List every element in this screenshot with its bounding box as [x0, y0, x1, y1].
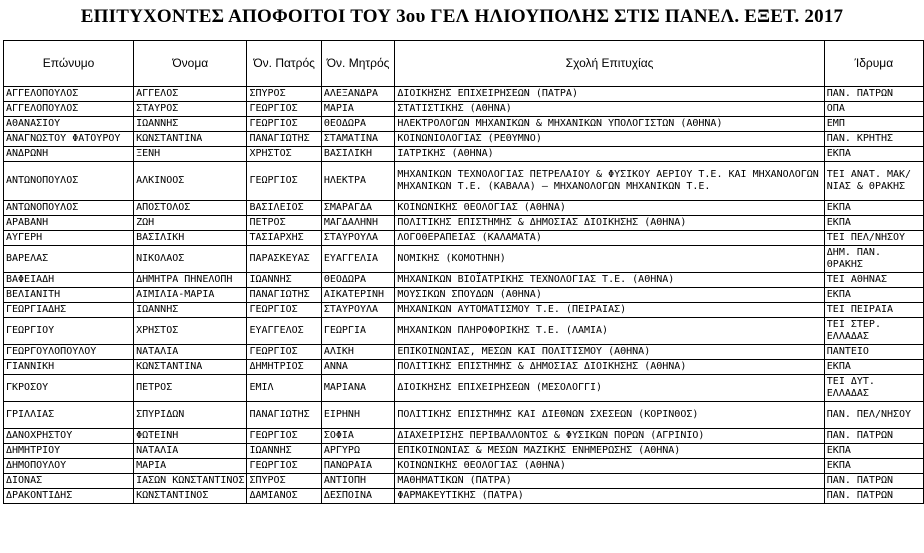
cell-mother-name: ΑΝΝΑ [321, 360, 395, 375]
table-row [4, 201, 924, 216]
cell-mother-name: ΣΜΑΡΑΓΔΑ [321, 201, 395, 216]
cell-first-name: ΜΑΡΙΑ [134, 459, 247, 474]
cell-first-name: ΚΩΝΣΤΑΝΤΙΝΑ [134, 360, 247, 375]
cell-school: ΔΙΟΙΚΗΣΗΣ ΕΠΙΧΕΙΡΗΣΕΩΝ (ΠΑΤΡΑ) [395, 87, 824, 102]
cell-father-name: ΓΕΩΡΓΙΟΣ [247, 459, 321, 474]
cell-school: ΜΟΥΣΙΚΩΝ ΣΠΟΥΔΩΝ (ΑΘΗΝΑ) [395, 288, 824, 303]
cell-father-name: ΠΑΡΑΣΚΕΥΑΣ [247, 246, 321, 273]
cell-first-name: ΣΠΥΡΙΔΩΝ [134, 402, 247, 429]
table-row [4, 402, 924, 429]
cell-mother-name: ΜΑΓΔΑΛΗΝΗ [321, 216, 395, 231]
cell-surname: ΓΕΩΡΓΙΑΔΗΣ [4, 303, 134, 318]
cell-father-name: ΒΑΣΙΛΕΙΟΣ [247, 201, 321, 216]
cell-father-name: ΕΜΙΛ [247, 375, 321, 402]
table-row [4, 102, 924, 117]
cell-school: ΜΑΘΗΜΑΤΙΚΩΝ (ΠΑΤΡΑ) [395, 474, 824, 489]
cell-father-name: ΧΡΗΣΤΟΣ [247, 147, 321, 162]
cell-first-name: ΝΑΤΑΛΙΑ [134, 444, 247, 459]
cell-father-name: ΓΕΩΡΓΙΟΣ [247, 345, 321, 360]
cell-surname: ΒΑΦΕΙΑΔΗ [4, 273, 134, 288]
table-row [4, 147, 924, 162]
cell-mother-name: ΒΑΣΙΛΙΚΗ [321, 147, 395, 162]
cell-first-name: ΑΓΓΕΛΟΣ [134, 87, 247, 102]
table-row [4, 429, 924, 444]
cell-school: ΜΗΧΑΝΙΚΩΝ ΑΥΤΟΜΑΤΙΣΜΟΥ Τ.Ε. (ΠΕΙΡΑΙΑΣ) [395, 303, 824, 318]
cell-first-name: ΖΩΗ [134, 216, 247, 231]
cell-mother-name: ΘΕΟΔΩΡΑ [321, 273, 395, 288]
cell-institution: ΕΚΠΑ [824, 216, 923, 231]
cell-institution: ΕΚΠΑ [824, 444, 923, 459]
table-row [4, 273, 924, 288]
cell-first-name: ΑΛΚΙΝΟΟΣ [134, 162, 247, 201]
cell-first-name: ΚΩΝΣΤΑΝΤΙΝΟΣ [134, 489, 247, 504]
header-mother-name: Όν. Μητρός [321, 41, 395, 87]
cell-father-name: ΙΩΑΝΝΗΣ [247, 273, 321, 288]
header-father-name: Όν. Πατρός [247, 41, 321, 87]
cell-institution: ΟΠΑ [824, 102, 923, 117]
cell-mother-name: ΑΛΕΞΑΝΔΡΑ [321, 87, 395, 102]
cell-father-name: ΠΑΝΑΓΙΩΤΗΣ [247, 288, 321, 303]
cell-mother-name: ΠΑΝΩΡΑΙΑ [321, 459, 395, 474]
cell-mother-name: ΑΛΙΚΗ [321, 345, 395, 360]
page-title: ΕΠΙΤΥΧΟΝΤΕΣ ΑΠΟΦΟΙΤΟΙ ΤΟΥ 3ου ΓΕΛ ΗΛΙΟΥΠΟΛΗΣ ΣΤΙΣ ΠΑΝΕΛ. ΕΞΕΤ. 2017 [80, 6, 844, 27]
cell-mother-name: ΜΑΡΙΑ [321, 102, 395, 117]
cell-first-name: ΙΩΑΝΝΗΣ [134, 117, 247, 132]
cell-mother-name: ΕΙΡΗΝΗ [321, 402, 395, 429]
cell-institution: ΕΚΠΑ [824, 288, 923, 303]
cell-surname: ΓΙΑΝΝΙΚΗ [4, 360, 134, 375]
cell-first-name: ΔΗΜΗΤΡΑ ΠΗΝΕΛΟΠΗ [134, 273, 247, 288]
cell-institution: ΕΚΠΑ [824, 360, 923, 375]
cell-mother-name: ΗΛΕΚΤΡΑ [321, 162, 395, 201]
cell-father-name: ΠΑΝΑΓΙΩΤΗΣ [247, 132, 321, 147]
cell-school: ΠΟΛΙΤΙΚΗΣ ΕΠΙΣΤΗΜΗΣ & ΔΗΜΟΣΙΑΣ ΔΙΟΙΚΗΣΗΣ (ΑΘΗΝΑ) [395, 360, 824, 375]
header-first-name: Όνομα [134, 41, 247, 87]
cell-surname: ΑΘΑΝΑΣΙΟΥ [4, 117, 134, 132]
table-row [4, 474, 924, 489]
cell-school: ΦΑΡΜΑΚΕΥΤΙΚΗΣ (ΠΑΤΡΑ) [395, 489, 824, 504]
cell-surname: ΓΡΙΛΛΙΑΣ [4, 402, 134, 429]
cell-institution: ΤΕΙ ΑΘΗΝΑΣ [824, 273, 923, 288]
cell-first-name: ΧΡΗΣΤΟΣ [134, 318, 247, 345]
cell-mother-name: ΘΕΟΔΩΡΑ [321, 117, 395, 132]
cell-mother-name: ΕΥΑΓΓΕΛΙΑ [321, 246, 395, 273]
table-row [4, 132, 924, 147]
cell-father-name: ΔΗΜΗΤΡΙΟΣ [247, 360, 321, 375]
cell-institution: ΠΑΝ. ΠΑΤΡΩΝ [824, 429, 923, 444]
table-row [4, 303, 924, 318]
table-row [4, 345, 924, 360]
table-row [4, 288, 924, 303]
cell-mother-name: ΣΤΑΥΡΟΥΛΑ [321, 303, 395, 318]
table-row [4, 162, 924, 201]
cell-surname: ΑΓΓΕΛΟΠΟΥΛΟΣ [4, 102, 134, 117]
table-row [4, 489, 924, 504]
cell-institution: ΠΑΝ. ΚΡΗΤΗΣ [824, 132, 923, 147]
cell-school: ΠΟΛΙΤΙΚΗΣ ΕΠΙΣΤΗΜΗΣ & ΔΗΜΟΣΙΑΣ ΔΙΟΙΚΗΣΗΣ (ΑΘΗΝΑ) [395, 216, 824, 231]
cell-first-name: ΠΕΤΡΟΣ [134, 375, 247, 402]
cell-first-name: ΞΕΝΗ [134, 147, 247, 162]
table-row [4, 216, 924, 231]
cell-mother-name: ΣΟΦΙΑ [321, 429, 395, 444]
cell-first-name: ΑΠΟΣΤΟΛΟΣ [134, 201, 247, 216]
table-row [4, 360, 924, 375]
cell-surname: ΔΡΑΚΟΝΤΙΔΗΣ [4, 489, 134, 504]
cell-surname: ΔΙΟΝΑΣ [4, 474, 134, 489]
cell-school: ΛΟΓΟΘΕΡΑΠΕΙΑΣ (ΚΑΛΑΜΑΤΑ) [395, 231, 824, 246]
cell-mother-name: ΔΕΣΠΟΙΝΑ [321, 489, 395, 504]
cell-school: ΚΟΙΝΩΝΙΟΛΟΓΙΑΣ (ΡΕΘΥΜΝΟ) [395, 132, 824, 147]
cell-father-name: ΓΕΩΡΓΙΟΣ [247, 162, 321, 201]
table-row [4, 87, 924, 102]
cell-school: ΔΙΑΧΕΙΡΙΣΗΣ ΠΕΡΙΒΑΛΛΟΝΤΟΣ & ΦΥΣΙΚΩΝ ΠΟΡΩΝ (ΑΓΡΙΝΙΟ) [395, 429, 824, 444]
cell-mother-name: ΣΤΑΜΑΤΙΝΑ [321, 132, 395, 147]
cell-institution: ΕΚΠΑ [824, 459, 923, 474]
cell-surname: ΑΝΤΩΝΟΠΟΥΛΟΣ [4, 162, 134, 201]
cell-first-name: ΝΑΤΑΛΙΑ [134, 345, 247, 360]
table-row [4, 231, 924, 246]
cell-first-name: ΝΙΚΟΛΑΟΣ [134, 246, 247, 273]
cell-institution: ΔΗΜ. ΠΑΝ. ΘΡΑΚΗΣ [824, 246, 923, 273]
cell-school: ΕΠΙΚΟΙΝΩΝΙΑΣ & ΜΕΣΩΝ ΜΑΖΙΚΗΣ ΕΝΗΜΕΡΩΣΗΣ (ΑΘΗΝΑ) [395, 444, 824, 459]
cell-school: ΚΟΙΝΩΝΙΚΗΣ ΘΕΟΛΟΓΙΑΣ (ΑΘΗΝΑ) [395, 201, 824, 216]
cell-father-name: ΣΠΥΡΟΣ [247, 474, 321, 489]
cell-mother-name: ΑΙΚΑΤΕΡΙΝΗ [321, 288, 395, 303]
cell-surname: ΑΥΓΕΡΗ [4, 231, 134, 246]
cell-institution: ΠΑΝ. ΠΑΤΡΩΝ [824, 489, 923, 504]
cell-first-name: ΣΤΑΥΡΟΣ [134, 102, 247, 117]
cell-surname: ΑΝΑΓΝΩΣΤΟΥ ΦΑΤΟΥΡΟΥ [4, 132, 134, 147]
table-header-row [4, 41, 924, 87]
table-row [4, 117, 924, 132]
cell-institution: ΕΜΠ [824, 117, 923, 132]
cell-school: ΗΛΕΚΤΡΟΛΟΓΩΝ ΜΗΧΑΝΙΚΩΝ & ΜΗΧΑΝΙΚΩΝ ΥΠΟΛΟΓΙΣΤΩΝ (ΑΘΗΝΑ) [395, 117, 824, 132]
cell-surname: ΒΑΡΕΛΑΣ [4, 246, 134, 273]
cell-surname: ΑΝΔΡΩΝΗ [4, 147, 134, 162]
cell-father-name: ΓΕΩΡΓΙΟΣ [247, 303, 321, 318]
cell-father-name: ΠΕΤΡΟΣ [247, 216, 321, 231]
cell-father-name: ΓΕΩΡΓΙΟΣ [247, 102, 321, 117]
cell-school: ΙΑΤΡΙΚΗΣ (ΑΘΗΝΑ) [395, 147, 824, 162]
cell-first-name: ΙΩΑΝΝΗΣ [134, 303, 247, 318]
table-body [4, 87, 924, 504]
header-institution: Ίδρυμα [824, 41, 923, 87]
cell-father-name: ΓΕΩΡΓΙΟΣ [247, 117, 321, 132]
cell-surname: ΓΕΩΡΓΙΟΥ [4, 318, 134, 345]
cell-mother-name: ΑΡΓΥΡΩ [321, 444, 395, 459]
cell-father-name: ΣΠΥΡΟΣ [247, 87, 321, 102]
cell-first-name: ΑΙΜΙΛΙΑ-ΜΑΡΙΑ [134, 288, 247, 303]
cell-surname: ΔΗΜΟΠΟΥΛΟΥ [4, 459, 134, 474]
cell-school: ΜΗΧΑΝΙΚΩΝ ΤΕΧΝΟΛΟΓΙΑΣ ΠΕΤΡΕΛΑΙΟΥ & ΦΥΣΙΚΟΥ ΑΕΡΙΟΥ Τ.Ε. ΚΑΙ ΜΗΧΑΝΟΛΟΓΩΝ ΜΗΧΑΝΙΚΩΝ Τ.Ε. (ΚΑΒΑΛΑ) – ΜΗΧΑΝΟΛΟΓΩΝ ΜΗΧΑΝΙΚΩΝ Τ.Ε. [395, 162, 824, 201]
cell-surname: ΑΡΑΒΑΝΗ [4, 216, 134, 231]
cell-institution: ΠΑΝ. ΠΑΤΡΩΝ [824, 87, 923, 102]
table-row [4, 318, 924, 345]
cell-school: ΚΟΙΝΩΝΙΚΗΣ ΘΕΟΛΟΓΙΑΣ (ΑΘΗΝΑ) [395, 459, 824, 474]
cell-first-name: ΙΑΣΩΝ ΚΩΝΣΤΑΝΤΙΝΟΣ [134, 474, 247, 489]
cell-institution: ΠΑΝΤΕΙΟ [824, 345, 923, 360]
cell-father-name: ΤΑΣΙΑΡΧΗΣ [247, 231, 321, 246]
cell-mother-name: ΜΑΡΙΑΝΑ [321, 375, 395, 402]
results-table [3, 40, 924, 504]
cell-surname: ΓΕΩΡΓΟΥΛΟΠΟΥΛΟΥ [4, 345, 134, 360]
cell-surname: ΔΑΝΟΧΡΗΣΤΟΥ [4, 429, 134, 444]
cell-school: ΠΟΛΙΤΙΚΗΣ ΕΠΙΣΤΗΜΗΣ ΚΑΙ ΔΙΕΘΝΩΝ ΣΧΕΣΕΩΝ (ΚΟΡΙΝΘΟΣ) [395, 402, 824, 429]
table-row [4, 246, 924, 273]
cell-surname: ΔΗΜΗΤΡΙΟΥ [4, 444, 134, 459]
cell-mother-name: ΑΝΤΙΟΠΗ [321, 474, 395, 489]
cell-school: ΕΠΙΚΟΙΝΩΝΙΑΣ, ΜΕΣΩΝ ΚΑΙ ΠΟΛΙΤΙΣΜΟΥ (ΑΘΗΝΑ) [395, 345, 824, 360]
cell-father-name: ΠΑΝΑΓΙΩΤΗΣ [247, 402, 321, 429]
header-surname: Επώνυμο [4, 41, 134, 87]
cell-institution: ΕΚΠΑ [824, 201, 923, 216]
cell-father-name: ΔΑΜΙΑΝΟΣ [247, 489, 321, 504]
cell-school: ΝΟΜΙΚΗΣ (ΚΟΜΟΤΗΝΗ) [395, 246, 824, 273]
cell-institution: ΤΕΙ ΑΝΑΤ. ΜΑΚ/ΝΙΑΣ & ΘΡΑΚΗΣ [824, 162, 923, 201]
table-row [4, 459, 924, 474]
cell-school: ΔΙΟΙΚΗΣΗΣ ΕΠΙΧΕΙΡΗΣΕΩΝ (ΜΕΣΟΛΟΓΓΙ) [395, 375, 824, 402]
table-row [4, 375, 924, 402]
cell-institution: ΤΕΙ ΣΤΕΡ. ΕΛΛΑΔΑΣ [824, 318, 923, 345]
cell-school: ΜΗΧΑΝΙΚΩΝ ΠΛΗΡΟΦΟΡΙΚΗΣ Τ.Ε. (ΛΑΜΙΑ) [395, 318, 824, 345]
cell-surname: ΒΕΛΙΑΝΙΤΗ [4, 288, 134, 303]
cell-mother-name: ΣΤΑΥΡΟΥΛΑ [321, 231, 395, 246]
cell-school: ΣΤΑΤΙΣΤΙΚΗΣ (ΑΘΗΝΑ) [395, 102, 824, 117]
cell-institution: ΤΕΙ ΠΕΛ/ΝΗΣΟΥ [824, 231, 923, 246]
cell-institution: ΕΚΠΑ [824, 147, 923, 162]
cell-surname: ΑΓΓΕΛΟΠΟΥΛΟΣ [4, 87, 134, 102]
cell-father-name: ΕΥΑΓΓΕΛΟΣ [247, 318, 321, 345]
header-school: Σχολή Επιτυχίας [395, 41, 824, 87]
cell-father-name: ΙΩΑΝΝΗΣ [247, 444, 321, 459]
cell-institution: ΤΕΙ ΠΕΙΡΑΙΑ [824, 303, 923, 318]
cell-first-name: ΒΑΣΙΛΙΚΗ [134, 231, 247, 246]
table-row [4, 444, 924, 459]
cell-institution: ΤΕΙ ΔΥΤ. ΕΛΛΑΔΑΣ [824, 375, 923, 402]
cell-school: ΜΗΧΑΝΙΚΩΝ ΒΙΟΪΑΤΡΙΚΗΣ ΤΕΧΝΟΛΟΓΙΑΣ Τ.Ε. (ΑΘΗΝΑ) [395, 273, 824, 288]
cell-institution: ΠΑΝ. ΠΑΤΡΩΝ [824, 474, 923, 489]
cell-first-name: ΚΩΝΣΤΑΝΤΙΝΑ [134, 132, 247, 147]
cell-father-name: ΓΕΩΡΓΙΟΣ [247, 429, 321, 444]
cell-surname: ΑΝΤΩΝΟΠΟΥΛΟΣ [4, 201, 134, 216]
cell-surname: ΓΚΡΟΣΟΥ [4, 375, 134, 402]
cell-first-name: ΦΩΤΕΙΝΗ [134, 429, 247, 444]
cell-mother-name: ΓΕΩΡΓΙΑ [321, 318, 395, 345]
cell-institution: ΠΑΝ. ΠΕΛ/ΝΗΣΟΥ [824, 402, 923, 429]
